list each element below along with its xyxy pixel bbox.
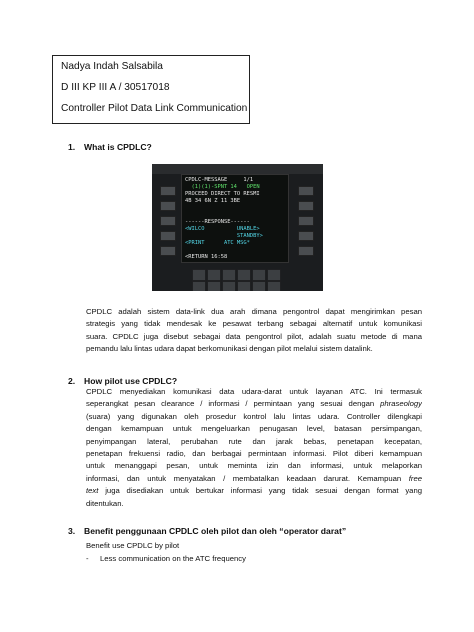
keypad-key: [252, 269, 266, 281]
author-name: Nadya Indah Salsabila: [61, 61, 163, 72]
paragraph-how-pilot-use: [86, 386, 422, 510]
paragraph-line: strategis yang tidak mendesak ke pesawat terbang sebagai alternatif untuk komunikasi: [86, 319, 422, 329]
line-select-key: [160, 186, 176, 196]
keypad-key: [192, 269, 206, 281]
keypad-key: [222, 269, 236, 281]
screen-line: 4B 34 6N Z 11 3BE: [185, 198, 241, 204]
keypad-key: [267, 281, 281, 291]
keypad-key: [207, 269, 221, 281]
keypad-key: [252, 281, 266, 291]
section-number: 1.: [68, 142, 76, 152]
screen-line: <WILCO UNABLE>: [185, 226, 260, 232]
paragraph-line: penyimpangan lateral, perubahan rute dan jarak bebas, penetapan kecepatan,: [86, 436, 422, 446]
cpdlc-screen-photo: [152, 164, 323, 291]
section-heading-text: Benefit penggunaan CPDLC oleh pilot dan oleh “operator darat”: [84, 526, 347, 536]
paragraph-what-is-cpdlc: [86, 306, 422, 356]
line-select-key: [298, 246, 314, 256]
line-select-key: [160, 231, 176, 241]
paragraph-line: untuk menanggapi pesan, untuk meminta izin dan informasi, untuk melaporkan: [86, 461, 422, 471]
screen-line: [185, 205, 285, 212]
keypad-row: [152, 267, 323, 291]
screen-line: <RETURN 16:58: [185, 254, 228, 260]
cdu-screen: [181, 174, 289, 263]
italic-term: text: [86, 486, 99, 496]
keypad-key: [207, 281, 221, 291]
italic-term: phraseology: [380, 399, 422, 409]
section-heading-2: [68, 376, 177, 386]
keypad-key: [237, 269, 251, 281]
keypad-key: [192, 281, 206, 291]
paragraph-line: informasi, dan untuk menyatakan / membatalkan keadaan darurat. Kemampuan free: [86, 473, 422, 483]
section-heading-1: [68, 142, 152, 152]
section-heading-text: How pilot use CPDLC?: [84, 376, 178, 386]
paragraph-line: CPDLC menyediakan komunikasi data udara-darat untuk layanan ATC. Ini termasuk: [86, 387, 422, 396]
line-select-key: [298, 186, 314, 196]
paragraph-line: text juga disediakan untuk bertukar informasi yang tidak sesuai dengan format yang: [86, 486, 422, 496]
paragraph-line: CPDLC adalah sistem data-link dua arah dimana pengontrol dapat mengirimkan pesan: [86, 307, 422, 316]
line-select-key: [160, 246, 176, 256]
paragraph-line: dengan kemampuan untuk mengeluarkan penugasan level, batasan persimpangan,: [86, 424, 422, 434]
paragraph-line: ditentukan.: [86, 498, 124, 508]
keypad-key: [237, 281, 251, 291]
section-number: 2.: [68, 376, 76, 386]
line-select-key: [160, 216, 176, 226]
paragraph-line: penetapan frekuensi radio, dan berbagai permintaan informasi. Pilot diberi kemampuan: [86, 449, 422, 459]
section-heading-text: What is CPDLC?: [84, 142, 152, 152]
section-heading-3: [68, 526, 346, 536]
section-3-subheading: Benefit use CPDLC by pilot: [86, 541, 180, 550]
bullet-item: [86, 554, 246, 563]
italic-term: free: [408, 473, 422, 483]
header-box: [52, 55, 250, 124]
screen-line: PROCEED DIRECT TO RESMI: [185, 191, 260, 197]
display-bezel: [152, 164, 323, 174]
screen-line: ------RESPONSE------: [185, 219, 250, 225]
section-number: 3.: [68, 526, 76, 536]
screen-line: [185, 212, 285, 219]
line-select-key: [160, 201, 176, 211]
bullet-text: Less communication on the ATC frequency: [100, 554, 246, 563]
screen-line: CPDLC-MESSAGE 1/1: [185, 177, 254, 183]
paragraph-line: pemandu lalu lintas udara dapat berkomunikasi dengan pilot melalui sistem datalink.: [86, 344, 373, 354]
screen-line: [185, 247, 285, 254]
class-id: D III KP III A / 30517018: [61, 82, 170, 93]
screen-line: (1)(1)-SPNT 14 OPEN: [185, 184, 260, 190]
screen-line: STANDBY>: [185, 233, 263, 239]
bullet-dash: -: [86, 554, 89, 563]
document-title: Controller Pilot Data Link Communication: [61, 103, 248, 114]
paragraph-line: seperangkat pesan clearance / informasi / permintaan yang sesuai dengan phraseology: [86, 399, 422, 409]
line-select-key: [298, 231, 314, 241]
screen-line: <PRINT ATC MSG*: [185, 240, 250, 246]
paragraph-line: suara. CPDLC juga disebut sebagai data pengontrol pilot, adalah suatu metode di mana: [86, 331, 422, 341]
keypad-key: [267, 269, 281, 281]
paragraph-line: (suara) yang digunakan oleh prosedur kontrol lalu lintas udara. Controller dilengkapi: [86, 411, 422, 421]
line-select-key: [298, 201, 314, 211]
line-select-key: [298, 216, 314, 226]
keypad-key: [222, 281, 236, 291]
